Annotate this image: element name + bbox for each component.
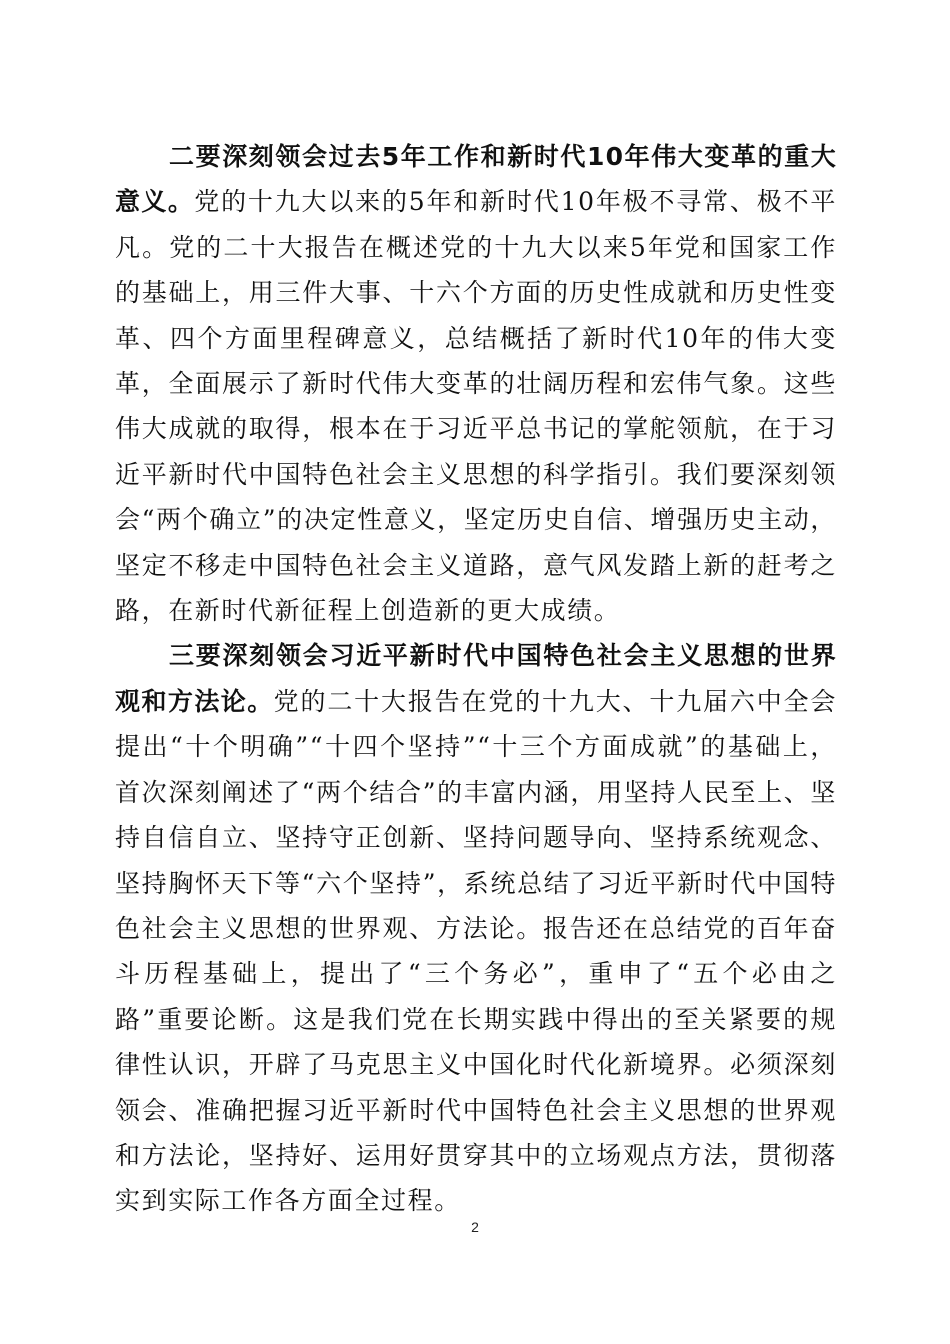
paragraph-2-body: 党的十九大以来的5年和新时代10年极不寻常、极不平凡。党的二十大报告在概述党的十九大以来5年党和国家工作的基础上，用三件大事、十六个方面的历史性成就和历史性变革、四个方面里程碑意义，总结概括了新时代10年的伟大变革，全面展示了新时代伟大变革的壮阔历程和宏伟气象。这些伟大成就的取得，根本在于习近平总书记的掌舵领航，在于习近平新时代中国特色社会主义思想的科学指引。我们要深刻领会“两个确立”的决定性意义，坚定历史自信、增强历史主动，坚定不移走中国特色社会主义道路，意气风发踏上新的赶考之路，在新时代新征程上创造新的更大成绩。 [115, 187, 837, 626]
paragraph-3-body: 党的二十大报告在党的十九大、十九届六中全会提出“十个明确”“十四个坚持”“十三个方面成就”的基础上，首次深刻阐述了“两个结合”的丰富内涵，用坚持人民至上、坚持自信自立、坚持守正创新、坚持问题导向、坚持系统观念、坚持胸怀天下等“六个坚持”，系统总结了习近平新时代中国特色社会主义思想的世界观、方法论。报告还在总结党的百年奋斗历程基础上，提出了“三个务必”，重申了“五个必由之路”重要论断。这是我们党在长期实践中得出的至关紧要的规律性认识，开辟了马克思主义中国化时代化新境界。必须深刻领会、准确把握习近平新时代中国特色社会主义思想的世界观和方法论，坚持好、运用好贯穿其中的立场观点方法，贯彻落实到实际工作各方面全过程。 [115, 686, 838, 1216]
paragraph-2 [115, 134, 837, 633]
paragraph-3-lead: 三要深刻领会习近平新时代中国特色社会主义思想的世界观和方法论。 [115, 641, 837, 716]
document-body [115, 134, 837, 1224]
paragraph-3 [115, 633, 837, 1223]
paragraph-2-lead: 二要深刻领会过去5年工作和新时代10年伟大变革的重大意义。 [115, 142, 837, 217]
page-number: 2 [471, 1219, 479, 1235]
